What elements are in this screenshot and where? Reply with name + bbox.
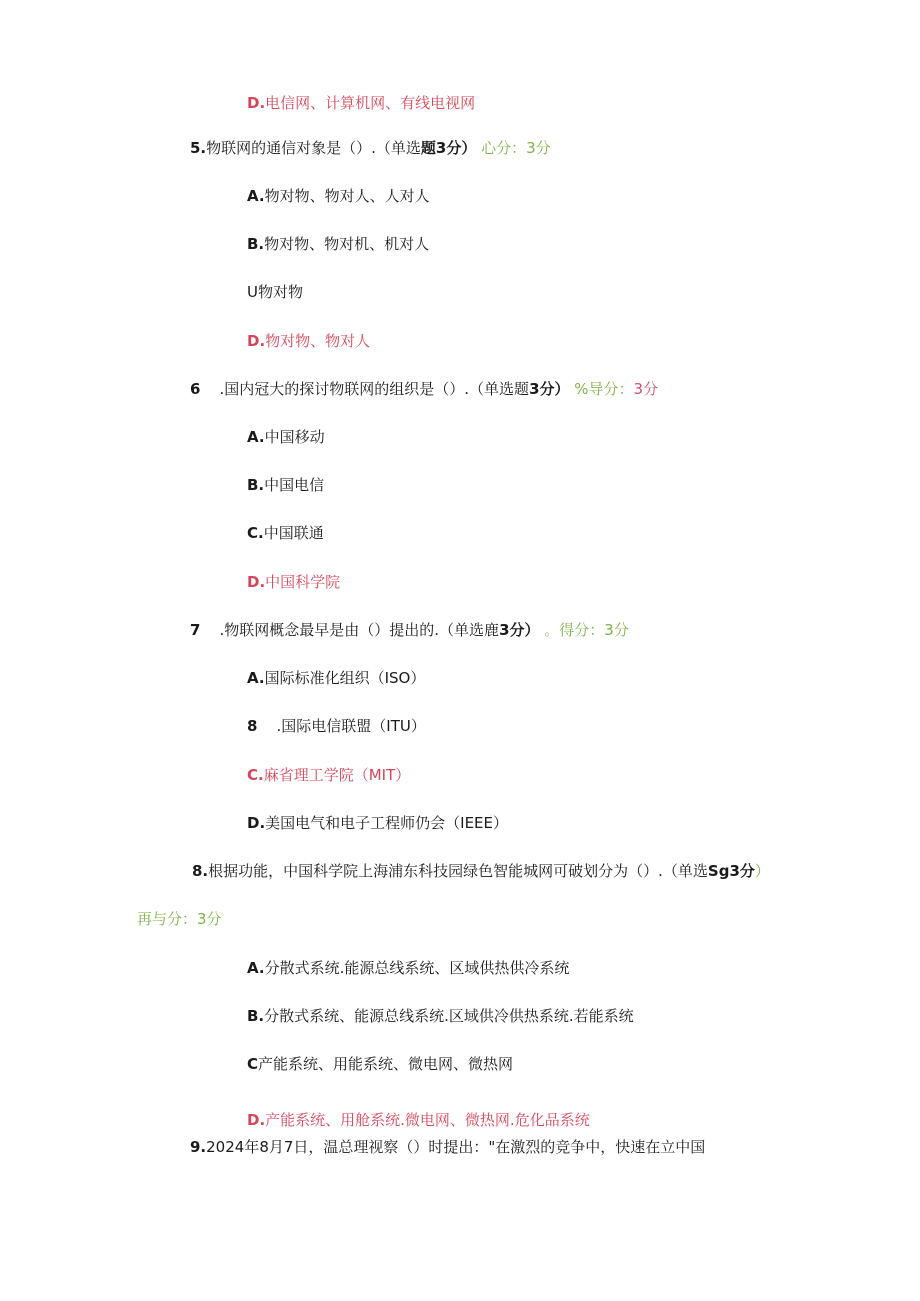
option-c-q6: C.中国联通: [247, 524, 324, 542]
option-a-q7: A.国际标准化组织（ISO）: [247, 669, 426, 687]
option-c-q7: C.麻省理工学院（MIT）: [247, 766, 411, 784]
option-d-q8: D.产能系统、用舱系统.微电网、微热网.危化品系统: [247, 1111, 590, 1129]
option-b-q8: B.分散式系统、能源总线系统.区域供冷供热系统.若能系统: [247, 1007, 634, 1025]
question-5: 5.物联网的通信对象是（）.（单选题3分） 心分：3分: [190, 139, 551, 157]
question-8-score: 再与分：3分: [137, 910, 222, 928]
option-d-q7: D.美国电气和电子工程师仍会（IEEE）: [247, 814, 509, 832]
question-6: 6 .国内冠大的探讨物联网的组织是（）.（单选题3分） %导分：3分: [190, 380, 659, 398]
option-a-q6: A.中国移动: [247, 428, 325, 446]
question-8: 8.根据功能，中国科学院上海浦东科技园绿色智能城网可破划分为（）.（单选Sg3分）: [192, 862, 770, 880]
option-c-q8: C产能系统、用能系统、微电网、微热网: [247, 1055, 514, 1073]
option-d-q4: D.电信网、计算机网、有线电视网: [247, 94, 476, 112]
option-a-q5: A.物对物、物对人、人对人: [247, 187, 430, 205]
option-a-q8: A.分散式系统.能源总线系统、区域供热供冷系统: [247, 959, 570, 977]
question-9: 9.2024年8月7日，温总理视察（）时提出："在激烈的竞争中，快速在立中国: [190, 1138, 706, 1156]
option-c-q5: U物对物: [247, 283, 303, 301]
option-b-q5: B.物对物、物对机、机对人: [247, 235, 430, 253]
option-b-q7: 8 .国际电信联盟（ITU）: [247, 717, 426, 735]
option-d-q6: D.中国科学院: [247, 573, 341, 591]
option-d-q5: D.物对物、物对人: [247, 332, 371, 350]
option-b-q6: B.中国电信: [247, 476, 325, 494]
question-7: 7 .物联网概念最早是由（）提出的.（单选鹿3分） 。得分：3分: [190, 621, 629, 639]
